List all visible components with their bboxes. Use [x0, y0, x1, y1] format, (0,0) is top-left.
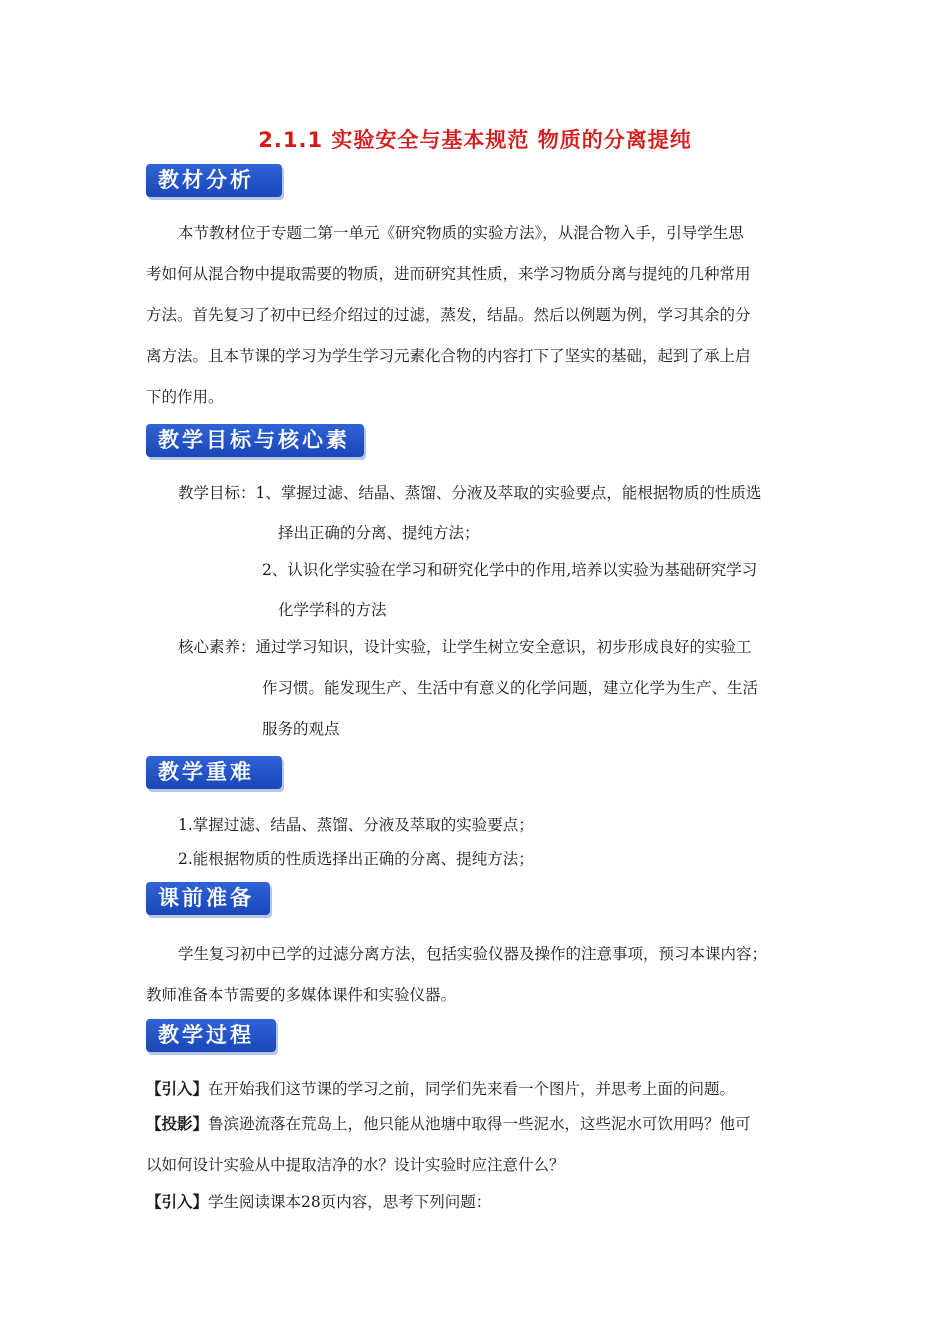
goals-line: 服务的观点: [262, 720, 340, 738]
process-text: 在开始我们这节课的学习之前，同学们先来看一个图片，并思考上面的问题。: [208, 1080, 736, 1098]
keypoint-line: 2.能根据物质的性质选择出正确的分离、提纯方法；: [178, 850, 534, 868]
keypoint-line: 1.掌握过滤、结晶、蒸馏、分液及萃取的实验要点；: [178, 816, 534, 834]
process-item: [146, 1112, 751, 1134]
goals-line: 化学学科的方法: [278, 601, 387, 619]
analysis-line: 本节教材位于专题二第一单元《研究物质的实验方法》，从混合物入手，引导学生思: [178, 224, 744, 242]
process-text: 以如何设计实验从中提取洁净的水？设计实验时应注意什么？: [146, 1156, 565, 1174]
process-text: 学生阅读课本28页内容，思考下列问题：: [208, 1193, 492, 1211]
analysis-line: 考如何从混合物中提取需要的物质，进而研究其性质，来学习物质分离与提纯的几种常用: [146, 265, 751, 283]
section-badge-analysis: 教材分析: [146, 164, 282, 197]
page-title: 2.1.1 实验安全与基本规范 物质的分离提纯: [258, 128, 692, 152]
process-item: [146, 1077, 735, 1099]
goals-line: 核心素养：通过学习知识，设计实验，让学生树立安全意识，初步形成良好的实验工: [178, 638, 752, 656]
analysis-line: 下的作用。: [146, 388, 224, 406]
goals-line: 择出正确的分离、提纯方法；: [278, 524, 480, 542]
section-badge-goals: 教学目标与核心素养: [146, 424, 364, 457]
goals-line: 2、认识化学实验在学习和研究化学中的作用,培养以实验为基础研究学习: [262, 561, 758, 579]
preparation-line: 学生复习初中已学的过滤分离方法，包括实验仪器及操作的注意事项，预习本课内容；: [178, 945, 768, 963]
preparation-line: 教师准备本节需要的多媒体课件和实验仪器。: [146, 986, 457, 1004]
section-badge-preparation: 课前准备: [146, 882, 270, 915]
process-label: 【投影】: [146, 1115, 209, 1133]
process-label: 【引入】: [146, 1080, 209, 1098]
process-text: 鲁滨逊流落在荒岛上，他只能从池塘中取得一些泥水，这些泥水可饮用吗？他可: [208, 1115, 751, 1133]
section-badge-keypoints: 教学重难点: [146, 756, 282, 789]
analysis-line: 方法。首先复习了初中已经介绍过的过滤，蒸发，结晶。然后以例题为例，学习其余的分: [146, 306, 751, 324]
goals-line: 教学目标：1、掌握过滤、结晶、蒸馏、分液及萃取的实验要点，能根据物质的性质选: [178, 484, 762, 502]
process-item: [146, 1190, 491, 1212]
section-badge-process: 教学过程: [146, 1019, 276, 1052]
analysis-line: 离方法。且本节课的学习为学生学习元素化合物的内容打下了坚实的基础，起到了承上启: [146, 347, 751, 365]
process-label: 【引入】: [146, 1193, 209, 1211]
goals-line: 作习惯。能发现生产、生活中有意义的化学问题，建立化学为生产、生活: [262, 679, 759, 697]
process-item: [146, 1153, 565, 1175]
